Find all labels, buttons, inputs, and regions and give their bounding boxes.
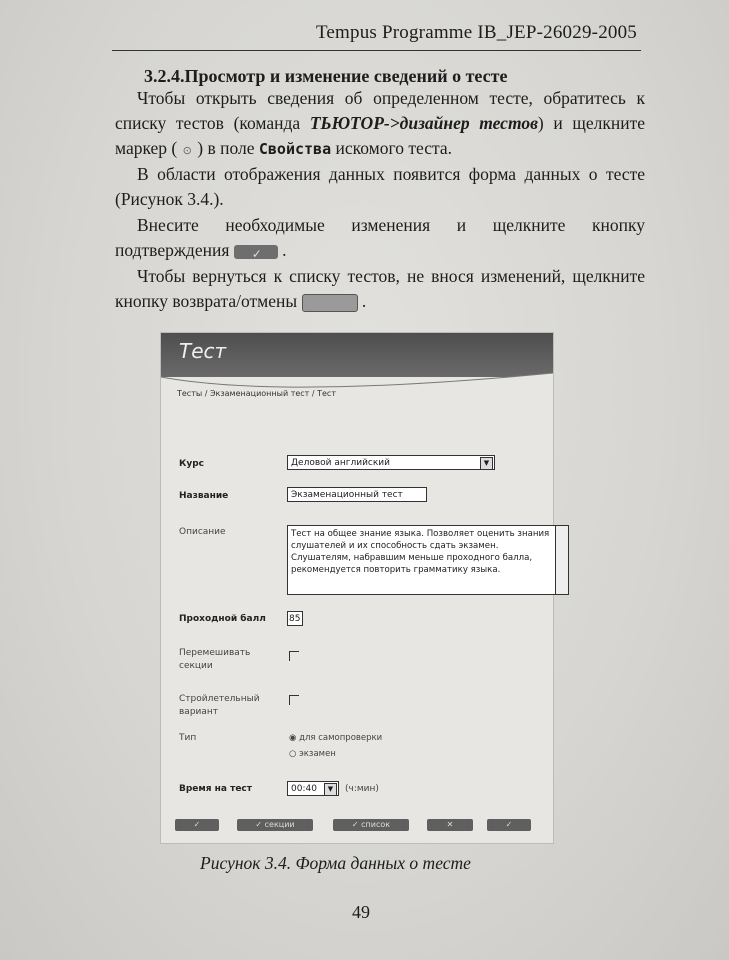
p2-text: В области отображения данных появится форма данных о тесте (Рисунок 3.4.). [115,164,645,209]
trial-label: Стройлетельный вариант [179,694,260,717]
p3-text: Внесите необходимые изменения и щелкните кнопку подтверждения [115,215,645,260]
properties-field-name: Свойства [258,140,332,158]
name-input[interactable]: Экзаменационный тест [287,487,427,502]
p4-text: Чтобы вернуться к списку тестов, не внося изменений, щелкните кнопку возврата/отмены [115,266,645,311]
type-option-1-label: для самопроверки [299,733,383,743]
course-value: Деловой английский [291,458,391,468]
section-title: 3.2.4.Просмотр и изменение сведений о тесте [144,66,508,86]
running-header: Tempus Programme IB_JEP-26029-2005 [315,22,637,43]
p1-text-b: ) и щелкните маркер ( [115,113,645,158]
breadcrumb: Тесты / Экзаменационный тест / Тест [177,389,336,398]
chevron-down-icon: ▼ [480,457,493,470]
name-label: Название [179,491,229,501]
cancel-button-icon [302,294,358,312]
paragraph-2 [115,162,645,212]
time-value: 00:40 [291,784,317,794]
time-label: Время на тест [179,784,252,794]
sections-button[interactable]: ✓ секции [237,819,313,831]
textarea-scrollbar[interactable] [555,526,568,594]
paragraph-3: Внесите необходимые изменения и щелкните кнопку подтверждения ✓ . [115,213,645,263]
course-select[interactable] [287,455,495,470]
type-label: Тип [179,733,197,743]
window-title: Тест [179,339,227,363]
p1-text-d: искомого теста. [331,138,452,158]
p1-text-c: ) в поле [197,138,259,158]
marker-icon: ⊙ [182,145,192,157]
shuffle-label: Перемешивать секции [179,648,251,671]
course-label: Курс [179,459,205,469]
paragraph-1 [115,86,645,164]
time-select[interactable] [287,781,339,796]
window-titlebar [161,333,553,377]
figure-caption: Рисунок 3.4. Форма данных о тесте [200,853,471,873]
trial-checkbox[interactable] [289,695,299,705]
chevron-down-icon: ▼ [324,783,337,796]
cancel-button[interactable]: ✕ [427,819,473,831]
description-textarea[interactable] [287,525,569,595]
description-value: Тест на общее знание языка. Позволяет оценить знания слушателей и их способность сдать экзамен. Слушателям, набравшим меньше проходного балла, рекомендуется повторить грамматику языка. [291,529,550,575]
extra-button[interactable]: ✓ [487,819,531,831]
type-option-exam[interactable] [289,749,336,759]
header-rule [112,50,641,51]
radio-icon: ○ [289,749,297,759]
pass-score-input[interactable]: 85 [287,611,303,626]
ok-button[interactable]: ✓ [175,819,219,831]
command-text: ТЬЮТОР->дизайнер тестов [309,113,538,133]
description-label: Описание [179,527,226,537]
pass-score-label: Проходной балл [179,614,266,624]
radio-selected-icon: ◉ [289,733,297,743]
type-option-2-label: экзамен [299,749,336,759]
shuffle-checkbox[interactable] [289,651,299,661]
figure-test-form [160,332,554,844]
paragraph-4: Чтобы вернуться к списку тестов, не внося изменений, щелкните кнопку возврата/отмены . [115,266,645,311]
confirm-button-icon [234,245,278,259]
page-number: 49 [352,902,370,922]
list-button[interactable]: ✓ список [333,819,409,831]
p1-text-a: Чтобы открыть сведения об определенном тесте, обратитесь к списку тестов (команда [115,88,645,133]
time-unit: (ч:мин) [345,784,379,794]
type-option-selfcheck[interactable] [289,733,382,743]
